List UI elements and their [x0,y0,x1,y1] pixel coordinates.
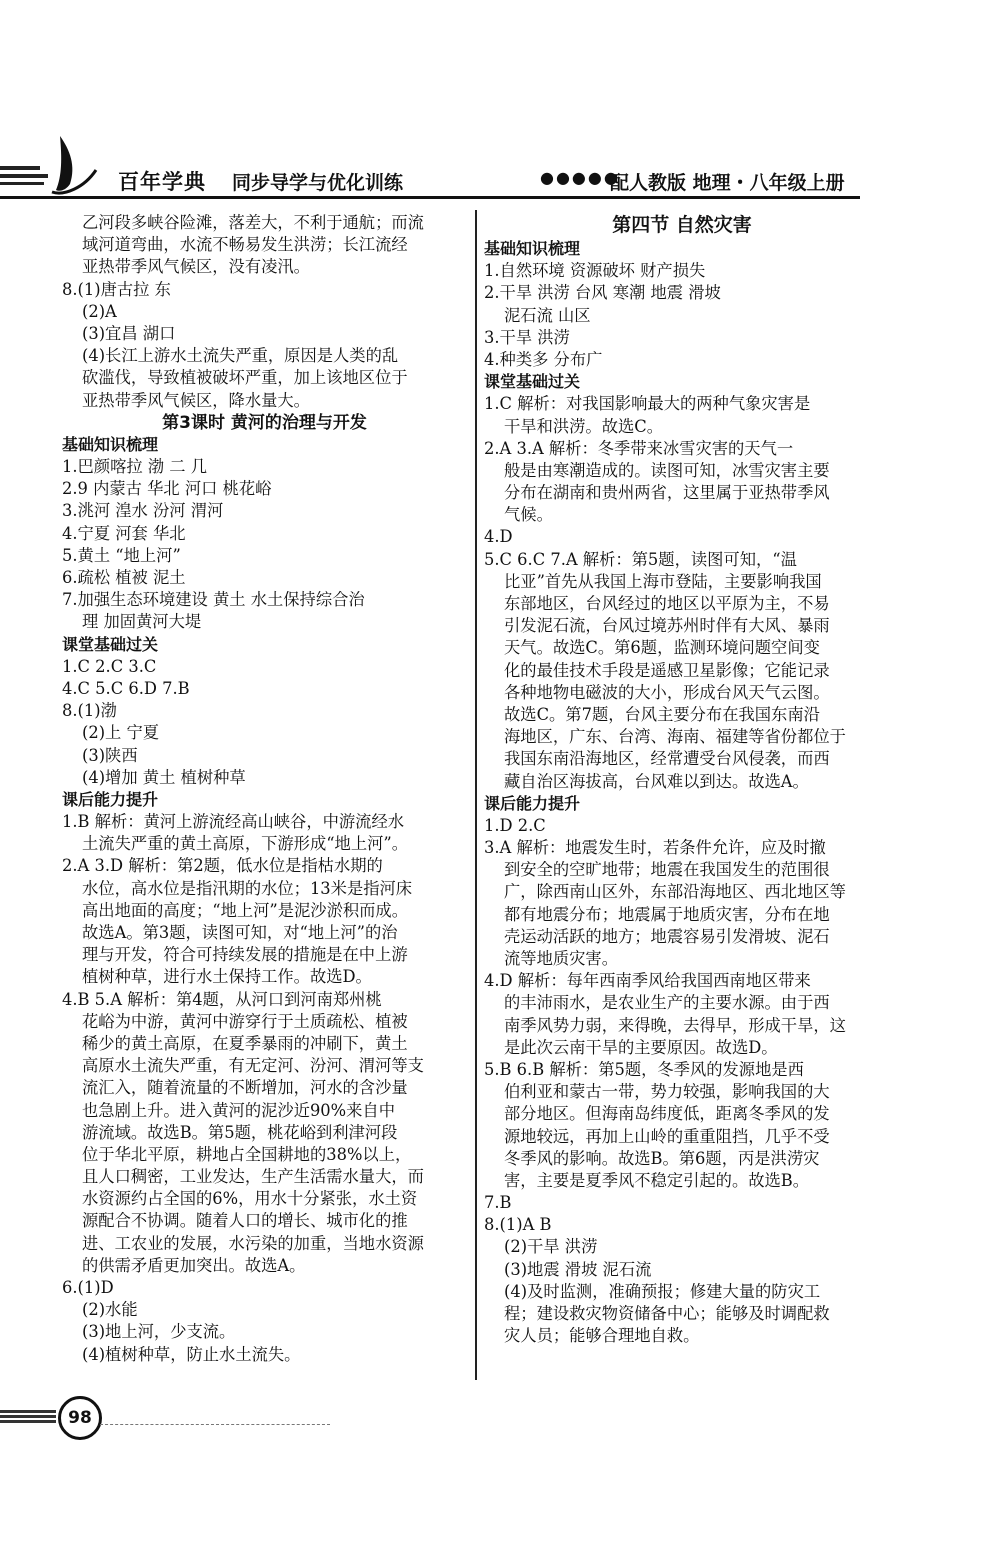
text-line: 海地区，广东、台湾、海南、福建等省份都位于 [504,727,846,747]
text-line: 比亚”首先从我国上海市登陆，主要影响我国 [504,571,822,591]
text-line: 1.D 2.C [484,815,546,835]
text-line: 乙河段多峡谷险滩，落差大，不利于通航；而流 [82,213,424,232]
text-line: 5.C 6.C 7.A 解析：第5题，读图可知，“温 [484,549,797,569]
text-line: 2.干旱 洪涝 台风 寒潮 地震 滑坡 [484,283,721,303]
quill-logo-icon [0,130,110,196]
text-line: 我国东南沿海地区，经常遭受台风侵袭，而西 [504,749,830,769]
text-line: 程；建设救灾物资储备中心；能够及时调配救 [504,1304,830,1323]
section-heading: 课后能力提升 [484,793,581,813]
text-line: 高出地面的高度；“地上河”是泥沙淤积而成。 [82,900,408,920]
text-line: 伯利亚和蒙古一带，势力较强，影响我国的大 [504,1082,830,1102]
text-line: 8.(1)渤 [62,701,117,721]
text-line: 1.巴颜喀拉 渤 二 几 [62,457,208,477]
text-line: 化的最佳技术手段是遥感卫星影像；它能记录 [504,660,830,680]
text-line: 5.B 6.B 解析：第5题，冬季风的发源地是西 [484,1059,804,1079]
section-heading: 第3课时 黄河的治理与开发 [162,412,367,433]
left-column [62,212,467,1366]
text-line: 分布在湖南和贵州两省，这里属于亚热带季风 [504,483,830,503]
text-line: (3)地震 滑坡 泥石流 [504,1259,652,1279]
text-line: 泥石流 山区 [504,305,591,325]
right-column [484,212,880,1347]
text-line: 8.(1)唐古拉 东 [62,279,171,299]
section-heading: 第四节 自然灾害 [612,214,752,236]
text-line: 亚热带季风气候区，没有凌汛。 [82,257,310,277]
text-line: 般是由寒潮造成的。读图可知，冰雪灾害主要 [504,460,830,480]
text-line: 1.自然环境 资源破坏 财产损失 [484,261,706,281]
text-line: 水资源约占全国的6%，用水十分紧张，水土资 [82,1189,418,1209]
text-line: 的供需矛盾更加突出。故选A。 [82,1255,306,1275]
column-divider [475,210,477,1380]
text-line: 1.B 解析：黄河上游流经高山峡谷，中游流经水 [62,812,405,832]
text-line: 各种地物电磁波的大小，形成台风天气云图。 [504,682,830,702]
page-header [0,130,1000,200]
footer-stripes-icon [0,1410,56,1426]
text-line: 天气。故选C。第6题，监测环境问题空间变 [504,638,820,658]
text-line: (3)宜昌 湖口 [82,323,176,343]
text-line: 游流域。故选B。第5题，桃花峪到利津河段 [82,1122,398,1142]
text-line: 冬季风的影响。故选B。第6题，丙是洪涝灾 [504,1148,820,1168]
text-line: 藏自治区海拔高，台风难以到达。故选A。 [504,771,809,791]
text-line: 7.加强生态环境建设 黄土 水土保持综合治 [62,590,365,610]
page-number: 98 [58,1396,102,1440]
text-line: 南季风势力弱，来得晚，去得早，形成干旱，这 [504,1015,846,1035]
header-rule [0,196,860,199]
text-line: 4.宁夏 河套 华北 [62,523,186,543]
text-line: 4.C 5.C 6.D 7.B [62,678,190,698]
text-line: 高原水土流失严重，有无定河、汾河、渭河等支 [82,1056,424,1076]
text-line: 3.干旱 洪涝 [484,327,570,347]
text-line: 7.B [484,1193,512,1213]
text-line: 源地较远，再加上山岭的重重阻挡，几乎不受 [504,1126,830,1146]
brand-title: 百年学典 [118,169,206,194]
text-line: (2)干旱 洪涝 [504,1237,598,1257]
text-line: 都有地震分布；地震属于地质灾害，分布在地 [504,904,830,924]
text-line: 流等地质灾害。 [504,949,618,968]
text-line: 稀少的黄土高原，在夏季暴雨的冲刷下，黄土 [82,1033,408,1053]
text-line: 植树种草，进行水土保持工作。故选D。 [82,967,372,987]
text-line: (3)地上河，少支流。 [82,1322,236,1342]
text-line: 进、工农业的发展，水污染的加重，当地水资源 [82,1233,424,1253]
text-line: 土流失严重的黄土高原，下游形成“地上河”。 [82,834,408,854]
text-line: 位于华北平原，耕地占全国耕地的38%以上， [82,1144,412,1164]
text-line: 流汇入，随着流量的不断增加，河水的含沙量 [82,1078,408,1098]
section-heading: 课堂基础过关 [62,634,159,654]
text-line: 故选C。第7题，台风主要分布在我国东南沿 [504,704,820,724]
text-line: 也急剧上升。进入黄河的泥沙近90%来自中 [82,1100,395,1120]
text-line: 的丰沛雨水，是农业生产的主要水源。由于西 [504,993,830,1013]
text-line: (4)及时监测，准确预报；修建大量的防灾工 [504,1281,821,1301]
text-line: (4)植树种草，防止水土流失。 [82,1344,301,1364]
text-line: 引发泥石流，台风过境苏州时伴有大风、暴雨 [504,616,830,636]
text-line: 理 加固黄河大堤 [82,612,202,632]
text-line: 广，除西南山区外，东部沿海地区、西北地区等 [504,882,846,902]
text-line: 源配合不协调。随着人口的增长、城市化的推 [82,1211,408,1231]
section-heading: 课堂基础过关 [484,372,581,392]
text-line: (3)陕西 [82,745,138,765]
header-dots: ●●●●● [540,168,620,187]
text-line: 2.A 3.D 解析：第2题，低水位是指枯水期的 [62,856,383,876]
text-line: 4.D 解析：每年西南季风给我国西南地区带来 [484,971,811,991]
section-heading: 基础知识梳理 [62,434,159,454]
text-line: 4.B 5.A 解析：第4题，从河口到河南郑州桃 [62,989,382,1009]
text-line: 5.黄土 “地上河” [62,545,181,565]
text-line: 4.D [484,527,513,547]
text-line: (2)A [82,301,117,321]
text-line: (2)水能 [82,1300,138,1320]
text-line: 砍滥伐，导致植被破坏严重，加上该地区位于 [82,368,408,388]
text-line: 故选A。第3题，读图可知，对“地上河”的治 [82,923,398,942]
text-line: 理与开发，符合可持续发展的措施是在中上游 [82,945,408,965]
text-line: 气候。 [504,505,553,525]
section-heading: 课后能力提升 [62,789,159,809]
text-line: 2.9 内蒙古 华北 河口 桃花峪 [62,479,272,499]
text-line: 6.(1)D [62,1278,114,1297]
edition-label: 配人教版 地理・八年级上册 [610,172,845,194]
text-line: 亚热带季风气候区，降水量大。 [82,390,310,410]
text-line: 且人口稠密，工业发达，生产生活需水量大，而 [82,1167,424,1187]
text-line: 害，主要是夏季风不稳定引起的。故选B。 [504,1170,810,1190]
text-line: 6.疏松 植被 泥土 [62,568,186,587]
text-line: 4.种类多 分布广 [484,349,603,369]
text-line: 到安全的空旷地带；地震在我国发生的范围很 [504,860,830,880]
text-line: 8.(1)A B [484,1215,552,1235]
text-line: 花峪为中游，黄河中游穿行于土质疏松、植被 [82,1011,408,1031]
text-line: 是此次云南干旱的主要原因。故选D。 [504,1037,778,1057]
text-line: 2.A 3.A 解析：冬季带来冰雪灾害的天气一 [484,438,794,458]
footer-rule [100,1424,330,1425]
text-line: 壳运动活跃的地方；地震容易引发滑坡、泥石 [504,926,830,946]
series-subtitle: 同步导学与优化训练 [232,172,404,194]
page-footer [0,1390,340,1440]
text-line: (2)上 宁夏 [82,723,160,743]
text-line: 部分地区。但海南岛纬度低，距离冬季风的发 [504,1104,830,1124]
text-line: 域河道弯曲，水流不畅易发生洪涝；长江流经 [82,235,408,255]
text-line: (4)增加 黄土 植树种草 [82,767,246,787]
text-line: 3.A 解析：地震发生时，若条件允许，应及时撤 [484,838,826,858]
text-line: 1.C 解析：对我国影响最大的两种气象灾害是 [484,394,811,414]
text-line: (4)长江上游水土流失严重，原因是人类的乱 [82,346,399,366]
text-line: 1.C 2.C 3.C [62,656,157,676]
text-line: 灾人员；能够合理地自救。 [504,1326,700,1346]
text-line: 水位，高水位是指汛期的水位；13米是指河床 [82,878,413,898]
text-line: 干旱和洪涝。故选C。 [504,416,663,436]
text-line: 3.洮河 湟水 汾河 渭河 [62,501,224,521]
section-heading: 基础知识梳理 [484,239,581,258]
text-line: 东部地区，台风经过的地区以平原为主，不易 [504,594,830,613]
